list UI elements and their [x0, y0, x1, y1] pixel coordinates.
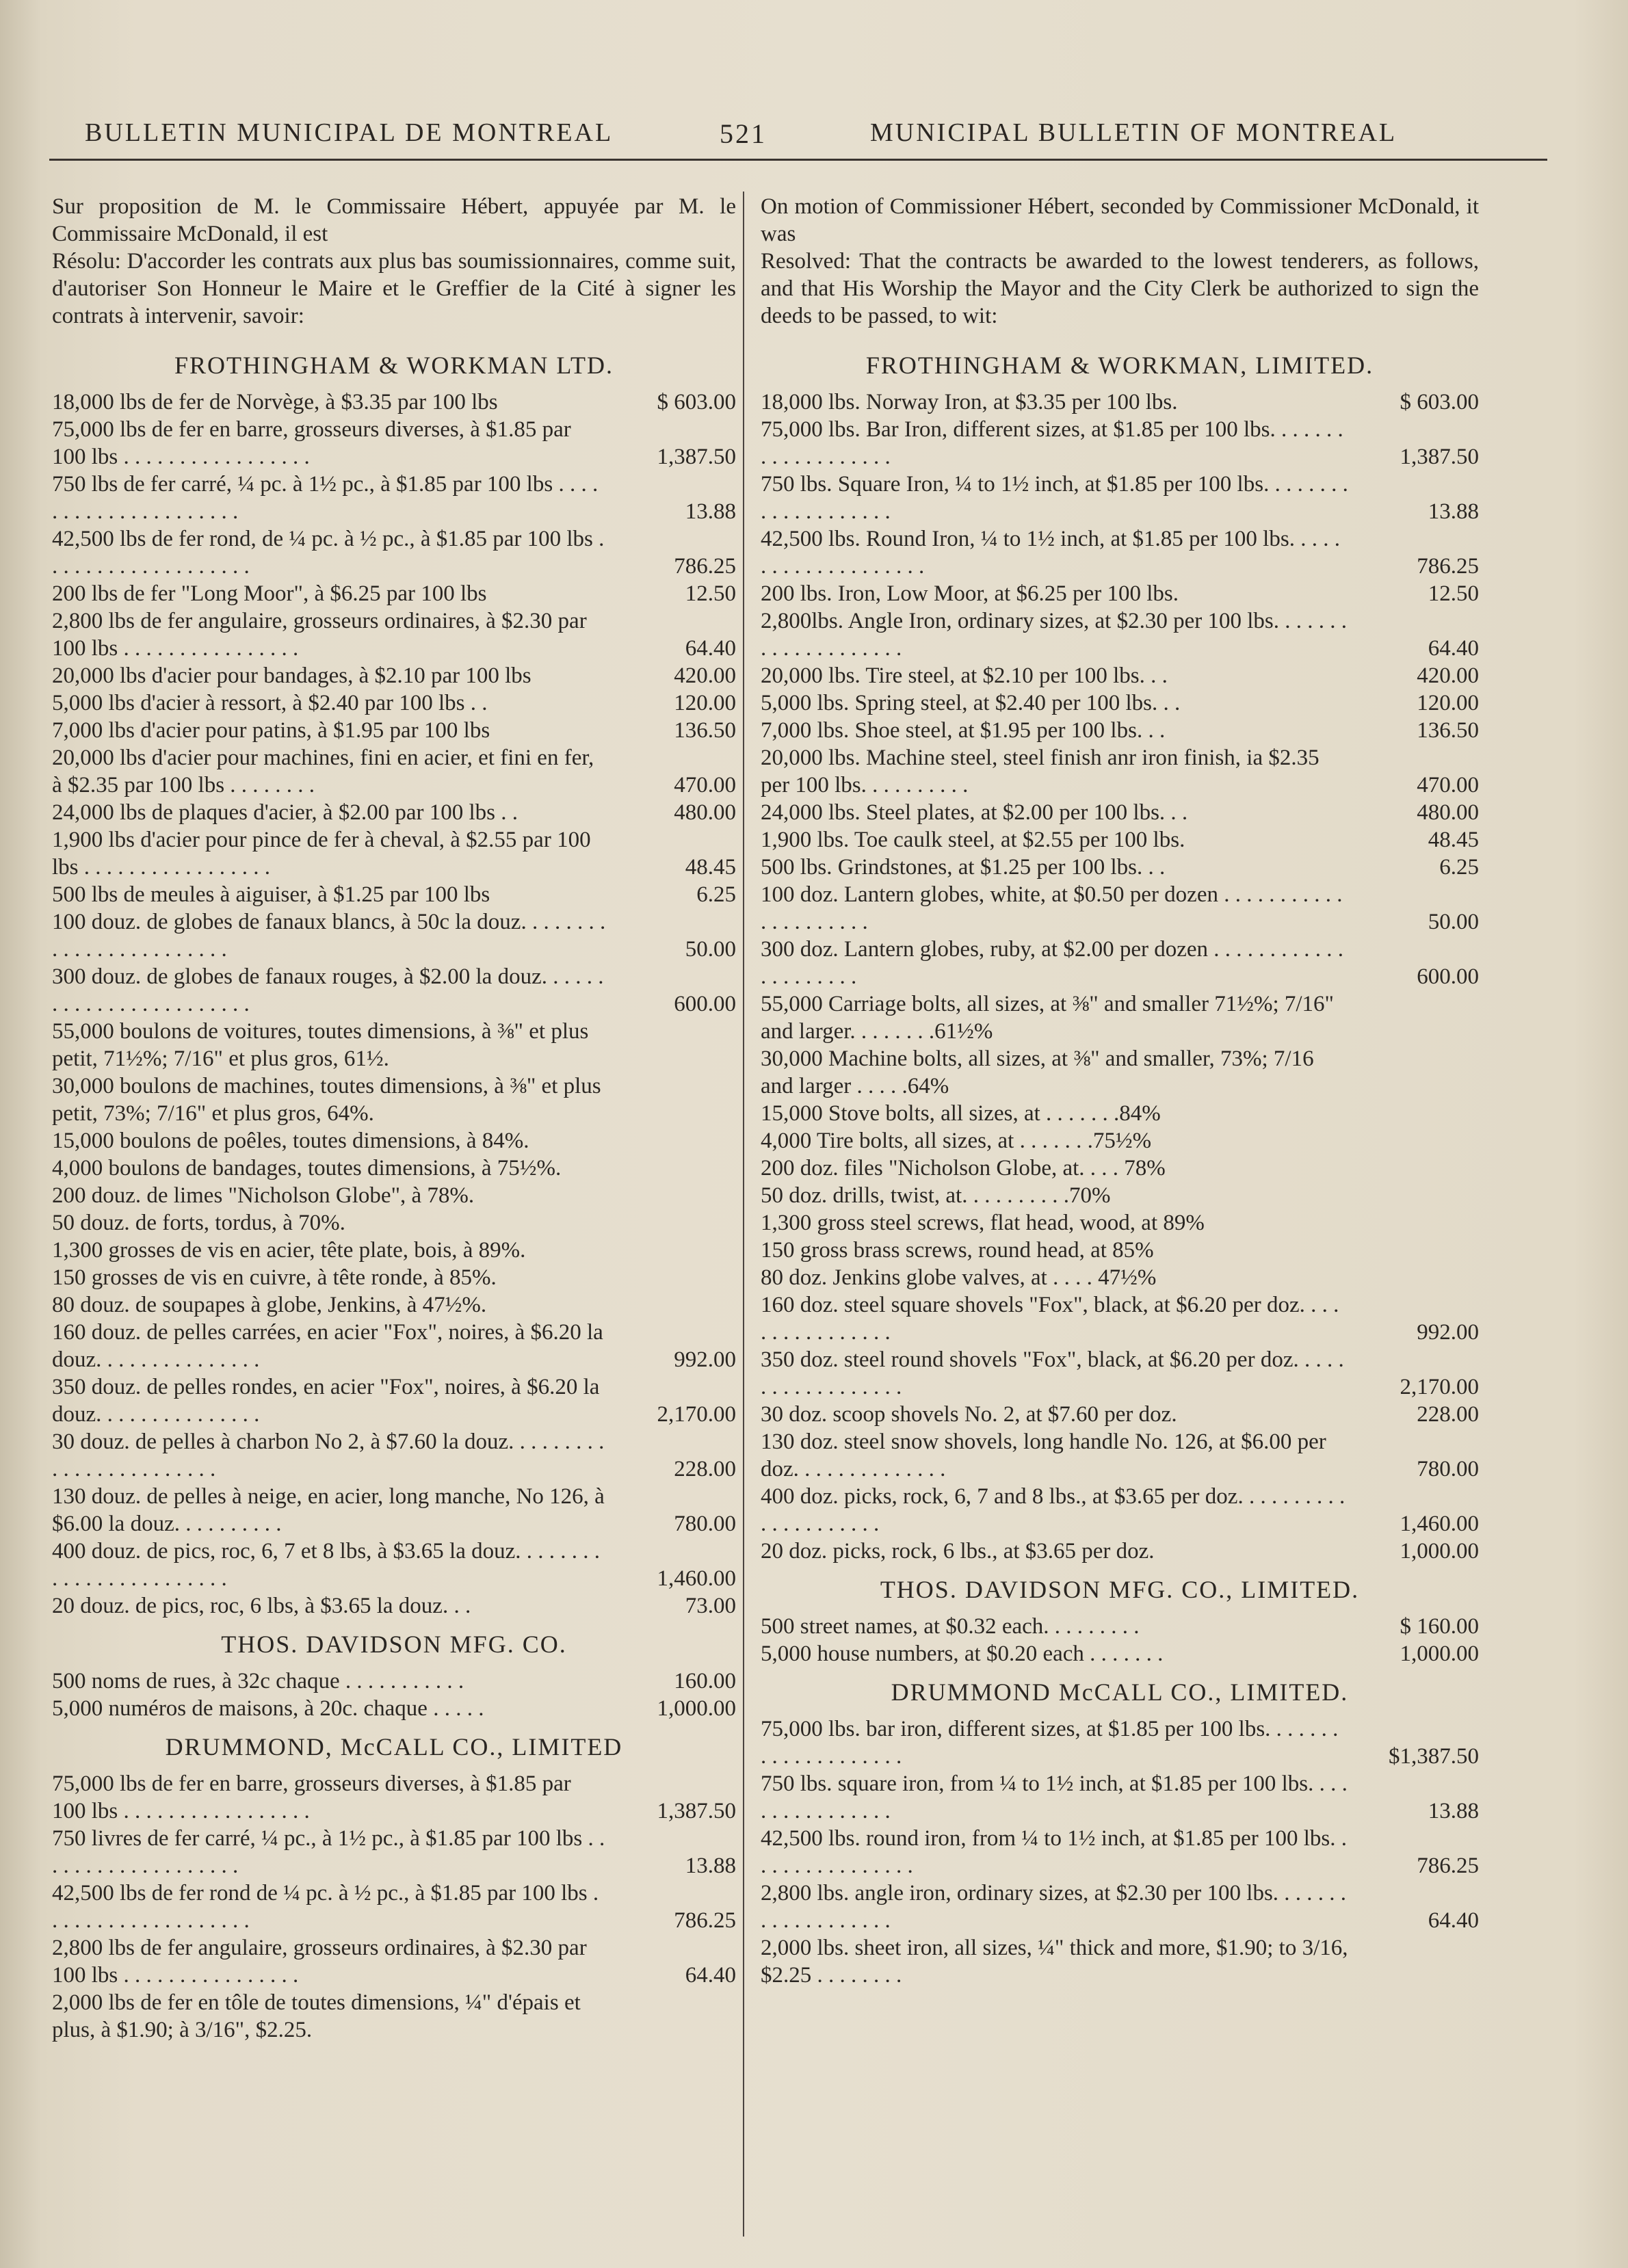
contract-line-item	[761, 1264, 1479, 1291]
contract-line-item	[761, 525, 1479, 580]
contract-line-item	[52, 1264, 736, 1291]
item-description: 2,800 lbs. angle iron, ordinary sizes, at $2.30 per 100 lbs. . . . . . . . . . . . . . . . . . .	[761, 1881, 1347, 1933]
item-description: 50 douz. de forts, tordus, à 70%.	[52, 1211, 345, 1235]
contract-line-item	[52, 1934, 736, 1989]
item-amount: 1,387.50	[657, 1799, 736, 1823]
contract-line-item	[52, 580, 736, 607]
contract-line-item	[761, 1127, 1479, 1155]
contract-line-item	[761, 1770, 1479, 1825]
contract-line-item	[761, 388, 1479, 416]
item-amount: 50.00	[685, 937, 736, 962]
contract-line-item	[761, 1880, 1479, 1934]
item-description: 500 noms de rues, à 32c chaque . . . . . . . . . . .	[52, 1669, 464, 1693]
contract-line-item	[761, 1045, 1479, 1100]
item-amount: 64.40	[685, 636, 736, 661]
contract-line-item	[761, 990, 1479, 1045]
item-description: 130 douz. de pelles à neige, en acier, long manche, No 126, à $6.00 la douz. . . . . . . . . .	[52, 1484, 605, 1536]
item-amount: 992.00	[674, 1347, 736, 1372]
item-description: 30 douz. de pelles à charbon No 2, à $7.60 la douz. . . . . . . . . . . . . . . . . . . . . . . .	[52, 1429, 605, 1481]
contract-line-item	[52, 963, 736, 1018]
item-amount: 420.00	[1417, 663, 1479, 688]
contract-line-item	[52, 416, 736, 471]
item-amount: 73.00	[685, 1594, 736, 1618]
item-description: 200 doz. files "Nicholson Globe, at. . . . 78%	[761, 1156, 1166, 1181]
section-title: FROTHINGHAM & WORKMAN LTD.	[174, 352, 614, 379]
item-amount: 12.50	[685, 581, 736, 606]
item-description: 300 doz. Lantern globes, ruby, at $2.00 per dozen . . . . . . . . . . . . . . . . . . . . .	[761, 937, 1344, 989]
contract-line-item	[761, 881, 1479, 936]
item-amount: 1,000.00	[1400, 1539, 1479, 1564]
contract-line-item	[52, 799, 736, 826]
item-description: 1,300 gross steel screws, flat head, wood, at 89%	[761, 1211, 1205, 1235]
item-description: 300 douz. de globes de fanaux rouges, à $2.00 la douz. . . . . . . . . . . . . . . . . . . . . . . .	[52, 964, 604, 1016]
contract-line-item	[761, 689, 1479, 717]
item-description: 4,000 boulons de bandages, toutes dimensions, à 75½%.	[52, 1156, 562, 1181]
item-amount: 600.00	[1417, 964, 1479, 989]
item-amount: 48.45	[1428, 828, 1479, 852]
item-amount: 13.88	[1428, 1799, 1479, 1823]
contract-line-item	[52, 1880, 736, 1934]
item-description: 400 doz. picks, rock, 6, 7 and 8 lbs., at $3.65 per doz. . . . . . . . . . . . . . . . . . . . .	[761, 1484, 1345, 1536]
item-amount: 160.00	[674, 1669, 736, 1693]
item-description: 80 douz. de soupapes à globe, Jenkins, à 47½%.	[52, 1293, 487, 1317]
contract-line-item	[761, 1346, 1479, 1401]
contract-line-item	[761, 1237, 1479, 1264]
item-description: 20,000 lbs d'acier pour machines, fini en acier, et fini en fer, à $2.35 par 100 lbs . . . . . . . .	[52, 746, 594, 797]
contract-line-item	[52, 1018, 736, 1072]
item-amount: 228.00	[674, 1457, 736, 1481]
contract-line-item	[52, 1989, 736, 2044]
item-amount: 12.50	[1428, 581, 1479, 606]
contract-line-item	[761, 744, 1479, 799]
item-description: 2,800lbs. Angle Iron, ordinary sizes, at $2.30 per 100 lbs. . . . . . . . . . . . . . . . . . . .	[761, 609, 1347, 661]
item-description: 24,000 lbs de plaques d'acier, à $2.00 par 100 lbs . .	[52, 800, 518, 825]
contract-line-item	[52, 471, 736, 525]
item-description: 15,000 Stove bolts, all sizes, at . . . . . . .84%	[761, 1101, 1161, 1126]
item-description: 100 doz. Lantern globes, white, at $0.50 per dozen . . . . . . . . . . . . . . . . . . . . .	[761, 882, 1343, 934]
contract-line-item	[52, 1770, 736, 1825]
item-amount: 13.88	[1428, 499, 1479, 524]
contract-line-item	[52, 1428, 736, 1483]
contract-line-item	[761, 826, 1479, 854]
contract-line-item	[52, 744, 736, 799]
item-amount: 1,387.50	[657, 445, 736, 469]
item-description: 130 doz. steel snow shovels, long handle No. 126, at $6.00 per doz. . . . . . . . . . . . . .	[761, 1429, 1326, 1481]
contract-line-item	[761, 662, 1479, 689]
item-description: 5,000 house numbers, at $0.20 each . . . . . . .	[761, 1641, 1164, 1666]
contract-line-item	[52, 1667, 736, 1695]
contract-line-item	[761, 1715, 1479, 1770]
contract-line-item	[52, 1825, 736, 1880]
item-description: 42,500 lbs. round iron, from ¼ to 1½ inch, at $1.85 per 100 lbs. . . . . . . . . . . . . . . .	[761, 1826, 1348, 1878]
item-description: 2,000 lbs. sheet iron, all sizes, ¼" thick and more, $1.90; to 3/16, $2.25 . . . . . . . .	[761, 1936, 1348, 1988]
item-description: 30,000 boulons de machines, toutes dimensions, à ⅜" et plus petit, 73%; 7/16" et plus gros, 64%.	[52, 1074, 601, 1126]
item-description: 100 douz. de globes de fanaux blancs, à 50c la douz. . . . . . . . . . . . . . . . . . . . . . . .	[52, 910, 606, 962]
column-divider	[743, 192, 744, 2237]
item-amount: 1,000.00	[657, 1696, 736, 1721]
contract-line-item	[761, 936, 1479, 990]
item-description: 42,500 lbs. Round Iron, ¼ to 1½ inch, at $1.85 per 100 lbs. . . . . . . . . . . . . . . . . . . .	[761, 527, 1340, 579]
item-description: 5,000 lbs. Spring steel, at $2.40 per 100 lbs. . .	[761, 691, 1181, 715]
contract-line-item	[52, 1291, 736, 1319]
item-amount: $1,387.50	[1389, 1744, 1479, 1769]
item-amount: 64.40	[1428, 1908, 1479, 1933]
item-amount: 600.00	[674, 992, 736, 1016]
contract-line-item	[52, 662, 736, 689]
item-description: 42,500 lbs de fer rond, de ¼ pc. à ½ pc., à $1.85 par 100 lbs . . . . . . . . . . . . . . . . . . .	[52, 527, 605, 579]
item-description: 200 lbs. Iron, Low Moor, at $6.25 per 100 lbs.	[761, 581, 1179, 606]
item-description: 5,000 numéros de maisons, à 20c. chaque . . . . .	[52, 1696, 484, 1721]
item-description: 7,000 lbs d'acier pour patins, à $1.95 par 100 lbs	[52, 718, 490, 743]
item-amount: 1,460.00	[1400, 1512, 1479, 1536]
contract-line-item	[761, 1538, 1479, 1565]
item-description: 30,000 Machine bolts, all sizes, at ⅜" and smaller, 73%; 7/16 and larger . . . . .64%	[761, 1046, 1314, 1098]
item-description: 2,800 lbs de fer angulaire, grosseurs ordinaires, à $2.30 par 100 lbs . . . . . . . . . . . . . . . .	[52, 609, 587, 661]
contract-line-item	[761, 1401, 1479, 1428]
item-description: 55,000 Carriage bolts, all sizes, at ⅜" and smaller 71½%; 7/16" and larger. . . . . . . .61½%	[761, 992, 1335, 1044]
item-description: 20 douz. de pics, roc, 6 lbs, à $3.65 la douz. . .	[52, 1594, 471, 1618]
contract-line-item	[761, 1209, 1479, 1237]
contract-line-item	[52, 826, 736, 881]
contract-line-item	[52, 1538, 736, 1592]
french-intro: Sur proposition de M. le Commissaire Hébert, appuyée par M. le Commissaire McDonald, il est Résolu: D'accorder les contrats aux plus bas soumissionnaires, comme suit, d'autoriser Son Honneur le Maire et le Greffier de la Cité à signer les contrats à intervenir, savoir:	[52, 194, 736, 328]
item-description: 75,000 lbs. bar iron, different sizes, at $1.85 per 100 lbs. . . . . . . . . . . . . . . . . . . .	[761, 1717, 1339, 1769]
item-amount: 480.00	[1417, 800, 1479, 825]
item-amount: 120.00	[674, 691, 736, 715]
item-amount: 992.00	[1417, 1320, 1479, 1345]
item-amount: $ 603.00	[657, 390, 736, 414]
item-amount: 480.00	[674, 800, 736, 825]
contract-line-item	[761, 580, 1479, 607]
item-amount: 136.50	[1417, 718, 1479, 743]
contract-line-item	[52, 1182, 736, 1209]
contract-line-item	[52, 1592, 736, 1620]
item-amount: 48.45	[685, 855, 736, 880]
contract-line-item	[52, 1319, 736, 1373]
contract-line-item	[52, 1695, 736, 1722]
item-description: 160 doz. steel square shovels "Fox", black, at $6.20 per doz. . . . . . . . . . . . . . . .	[761, 1293, 1339, 1345]
item-description: 50 doz. drills, twist, at. . . . . . . . . .70%	[761, 1183, 1111, 1208]
contract-line-item	[52, 1155, 736, 1182]
item-description: 200 lbs de fer "Long Moor", à $6.25 par 100 lbs	[52, 581, 487, 606]
item-description: 75,000 lbs. Bar Iron, different sizes, at $1.85 per 100 lbs. . . . . . . . . . . . . . . . . . .	[761, 417, 1343, 469]
contract-line-item	[761, 1100, 1479, 1127]
contract-line-item	[761, 607, 1479, 662]
item-description: 18,000 lbs. Norway Iron, at $3.35 per 100 lbs.	[761, 390, 1178, 414]
english-column	[761, 193, 1479, 1989]
item-amount: 1,460.00	[657, 1566, 736, 1591]
item-amount: 786.25	[674, 554, 736, 579]
item-description: 20,000 lbs. Machine steel, steel finish anr iron finish, ia $2.35 per 100 lbs. . . . . . . . . .	[761, 746, 1320, 797]
item-description: 2,800 lbs de fer angulaire, grosseurs ordinaires, à $2.30 par 100 lbs . . . . . . . . . . . . . . . .	[52, 1936, 587, 1988]
item-amount: 136.50	[674, 718, 736, 743]
header-right-title: MUNICIPAL BULLETIN OF MONTREAL	[870, 118, 1397, 147]
item-amount: 780.00	[674, 1512, 736, 1536]
item-description: 15,000 boulons de poêles, toutes dimensions, à 84%.	[52, 1129, 529, 1153]
section-title: THOS. DAVIDSON MFG. CO., LIMITED.	[880, 1576, 1360, 1603]
section-title: THOS. DAVIDSON MFG. CO.	[221, 1631, 567, 1658]
item-description: 150 grosses de vis en cuivre, à tête ronde, à 85%.	[52, 1265, 497, 1290]
header-left-title: BULLETIN MUNICIPAL DE MONTREAL	[85, 118, 614, 147]
item-description: 55,000 boulons de voitures, toutes dimensions, à ⅜" et plus petit, 71½%; 7/16" et plus gros, 61½.	[52, 1019, 589, 1071]
item-amount: 786.25	[674, 1908, 736, 1933]
item-amount: $ 160.00	[1400, 1614, 1479, 1639]
item-amount: $ 603.00	[1400, 390, 1479, 414]
contract-line-item	[761, 1483, 1479, 1538]
item-description: 500 lbs de meules à aiguiser, à $1.25 par 100 lbs	[52, 882, 490, 907]
item-description: 75,000 lbs de fer en barre, grosseurs diverses, à $1.85 par 100 lbs . . . . . . . . . . . . . . . . .	[52, 417, 571, 469]
item-description: 350 doz. steel round shovels "Fox", black, at $6.20 per doz. . . . . . . . . . . . . . . . . .	[761, 1347, 1344, 1399]
contract-line-item	[52, 1072, 736, 1127]
contract-line-item	[52, 388, 736, 416]
contract-line-item	[761, 1613, 1479, 1640]
item-amount: 2,170.00	[1400, 1375, 1479, 1399]
contract-line-item	[52, 881, 736, 908]
item-description: 7,000 lbs. Shoe steel, at $1.95 per 100 lbs. . .	[761, 718, 1166, 743]
contract-line-item	[761, 799, 1479, 826]
section-title: DRUMMOND, McCALL CO., LIMITED	[165, 1733, 623, 1761]
item-amount: 2,170.00	[657, 1402, 736, 1427]
contract-line-item	[761, 1934, 1479, 1989]
item-description: 1,900 lbs d'acier pour pince de fer à cheval, à $2.55 par 100 lbs . . . . . . . . . . . . . . . . .	[52, 828, 591, 880]
english-intro: On motion of Commissioner Hébert, seconded by Commissioner McDonald, it was Resolved: That the contracts be awarded to the lowest tenderers, as follows, and that His Worship the Mayor and the City Clerk be authorized to sign the deeds to be passed, to wit:	[761, 194, 1479, 328]
contract-line-item	[52, 1373, 736, 1428]
item-description: 400 douz. de pics, roc, 6, 7 et 8 lbs, à $3.65 la douz. . . . . . . . . . . . . . . . . . . . . . . .	[52, 1539, 601, 1591]
contract-line-item	[761, 1155, 1479, 1182]
item-description: 750 lbs. square iron, from ¼ to 1½ inch, at $1.85 per 100 lbs. . . . . . . . . . . . . . . .	[761, 1771, 1348, 1823]
item-description: 160 douz. de pelles carrées, en acier "Fox", noires, à $6.20 la douz. . . . . . . . . . . . . . .	[52, 1320, 603, 1372]
item-description: 20,000 lbs d'acier pour bandages, à $2.10 par 100 lbs	[52, 663, 531, 688]
item-amount: 64.40	[1428, 636, 1479, 661]
contract-line-item	[761, 1182, 1479, 1209]
item-description: 350 douz. de pelles rondes, en acier "Fox", noires, à $6.20 la douz. . . . . . . . . . . . . . .	[52, 1375, 600, 1427]
item-amount: 120.00	[1417, 691, 1479, 715]
page-number: 521	[720, 118, 767, 149]
contract-line-item	[52, 1127, 736, 1155]
contract-line-item	[52, 717, 736, 744]
item-amount: 470.00	[674, 773, 736, 797]
item-description: 42,500 lbs de fer rond de ¼ pc. à ½ pc., à $1.85 par 100 lbs . . . . . . . . . . . . . . . . . . .	[52, 1881, 599, 1933]
item-amount: 228.00	[1417, 1402, 1479, 1427]
contract-line-item	[52, 1237, 736, 1264]
item-description: 750 lbs. Square Iron, ¼ to 1½ inch, at $1.85 per 100 lbs. . . . . . . . . . . . . . . . . . . .	[761, 472, 1348, 524]
section-title: FROTHINGHAM & WORKMAN, LIMITED.	[865, 352, 1374, 379]
item-amount: 420.00	[674, 663, 736, 688]
item-description: 75,000 lbs de fer en barre, grosseurs diverses, à $1.85 par 100 lbs . . . . . . . . . . . . . . . . .	[52, 1771, 571, 1823]
item-amount: 780.00	[1417, 1457, 1479, 1481]
item-description: 750 livres de fer carré, ¼ pc., à 1½ pc., à $1.85 par 100 lbs . . . . . . . . . . . . . . . . . . .	[52, 1826, 605, 1878]
item-description: 24,000 lbs. Steel plates, at $2.00 per 100 lbs. . .	[761, 800, 1188, 825]
item-amount: 1,000.00	[1400, 1641, 1479, 1666]
contract-line-item	[52, 525, 736, 580]
item-description: 500 lbs. Grindstones, at $1.25 per 100 lbs. . .	[761, 855, 1166, 880]
item-amount: 13.88	[685, 1854, 736, 1878]
item-amount: 6.25	[1439, 855, 1479, 880]
item-description: 4,000 Tire bolts, all sizes, at . . . . . . .75½%	[761, 1129, 1152, 1153]
contract-line-item	[761, 1428, 1479, 1483]
item-description: 500 street names, at $0.32 each. . . . . . . . .	[761, 1614, 1140, 1639]
item-description: 30 doz. scoop shovels No. 2, at $7.60 per doz.	[761, 1402, 1177, 1427]
contract-line-item	[761, 416, 1479, 471]
contract-line-item	[761, 471, 1479, 525]
item-amount: 786.25	[1417, 1854, 1479, 1878]
item-amount: 470.00	[1417, 773, 1479, 797]
item-amount: 1,387.50	[1400, 445, 1479, 469]
item-amount: 6.25	[696, 882, 736, 907]
item-amount: 13.88	[685, 499, 736, 524]
contract-line-item	[761, 1640, 1479, 1667]
item-description: 1,900 lbs. Toe caulk steel, at $2.55 per 100 lbs.	[761, 828, 1185, 852]
header-rule	[49, 159, 1547, 161]
item-description: 80 doz. Jenkins globe valves, at . . . . 47½%	[761, 1265, 1157, 1290]
item-description: 5,000 lbs d'acier à ressort, à $2.40 par 100 lbs . .	[52, 691, 488, 715]
item-description: 750 lbs de fer carré, ¼ pc. à 1½ pc., à $1.85 par 100 lbs . . . . . . . . . . . . . . . . . . . . .	[52, 472, 599, 524]
contract-line-item	[761, 1291, 1479, 1346]
contract-line-item	[52, 689, 736, 717]
item-description: 2,000 lbs de fer en tôle de toutes dimensions, ¼" d'épais et plus, à $1.90; à 3/16", $2.25.	[52, 1990, 581, 2042]
item-description: 200 douz. de limes "Nicholson Globe", à 78%.	[52, 1183, 475, 1208]
contract-line-item	[52, 908, 736, 963]
item-amount: 786.25	[1417, 554, 1479, 579]
contract-line-item	[52, 1209, 736, 1237]
contract-line-item	[761, 1825, 1479, 1880]
item-amount: 64.40	[685, 1963, 736, 1988]
section-title: DRUMMOND McCALL CO., LIMITED.	[891, 1678, 1349, 1706]
contract-line-item	[761, 854, 1479, 881]
item-description: 150 gross brass screws, round head, at 85%	[761, 1238, 1154, 1263]
contract-line-item	[52, 607, 736, 662]
item-description: 20,000 lbs. Tire steel, at $2.10 per 100 lbs. . .	[761, 663, 1168, 688]
item-description: 1,300 grosses de vis en acier, tête plate, bois, à 89%.	[52, 1238, 526, 1263]
contract-line-item	[761, 717, 1479, 744]
item-description: 20 doz. picks, rock, 6 lbs., at $3.65 per doz.	[761, 1539, 1155, 1564]
item-amount: 50.00	[1428, 910, 1479, 934]
french-column	[52, 193, 736, 2044]
contract-line-item	[52, 1483, 736, 1538]
item-description: 18,000 lbs de fer de Norvège, à $3.35 par 100 lbs	[52, 390, 498, 414]
